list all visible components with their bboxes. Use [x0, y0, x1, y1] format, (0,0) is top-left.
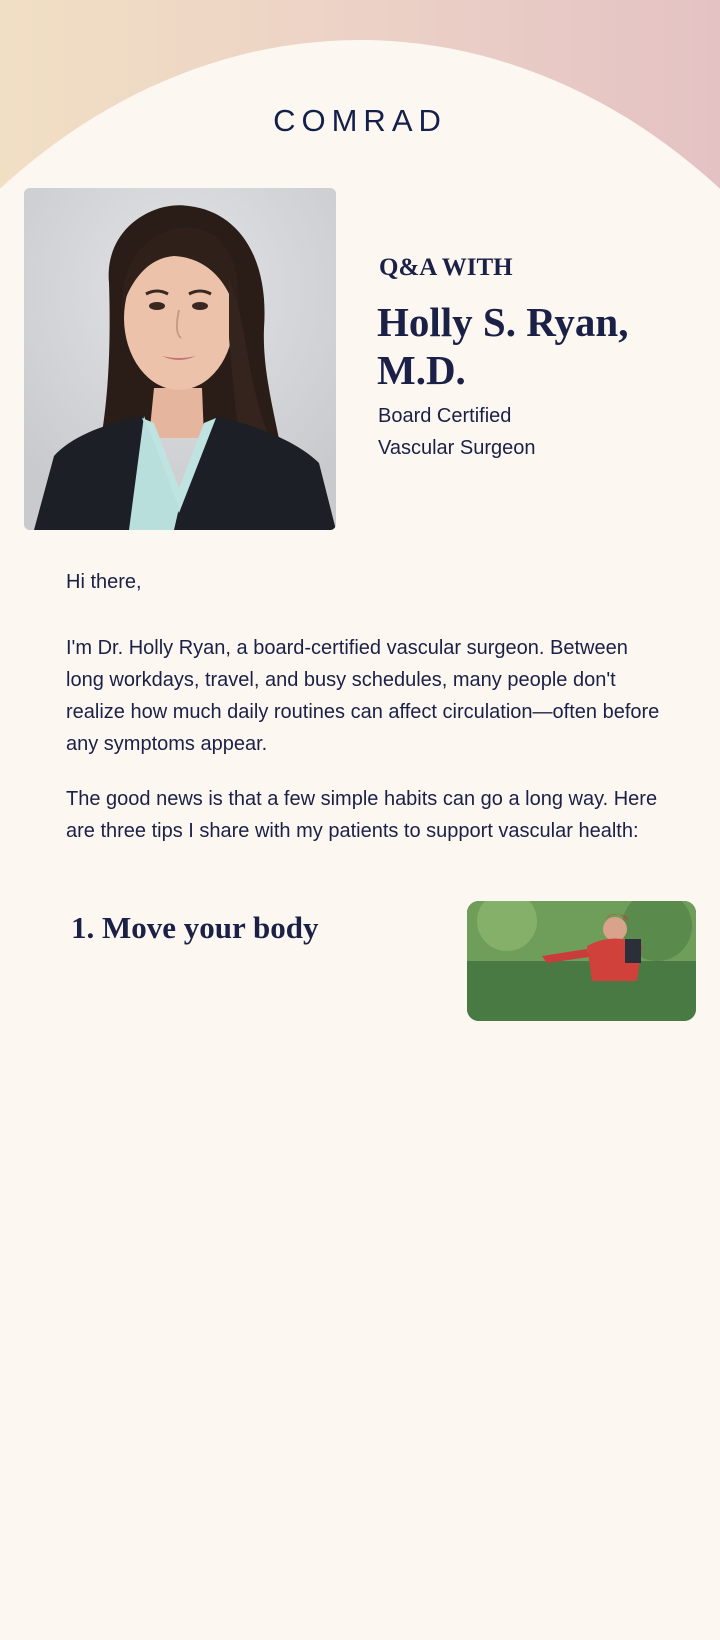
doctor-name: Holly S. Ryan, M.D.	[377, 299, 629, 393]
tips-intro-paragraph: The good news is that a few simple habits can go a long way. Here are three tips I share with my patients to support vascular health:	[66, 788, 658, 842]
tip-photo	[467, 901, 696, 1021]
greeting-text: Hi there,	[66, 571, 142, 593]
intro-paragraph: I'm Dr. Holly Ryan, a board-certified vascular surgeon. Between long workdays, travel, and busy schedules, many people don't realize how much daily routines can affect circulation—often before any symptoms appear.	[66, 637, 660, 755]
credential-line-1: Board Certified	[378, 405, 512, 427]
qa-label: Q&A WITH	[379, 254, 513, 281]
brand-logo[interactable]: COMRAD	[273, 103, 447, 138]
doctor-portrait	[24, 188, 336, 530]
tip-1-heading: 1. Move your body	[71, 910, 319, 945]
credential-line-2: Vascular Surgeon	[378, 437, 536, 459]
